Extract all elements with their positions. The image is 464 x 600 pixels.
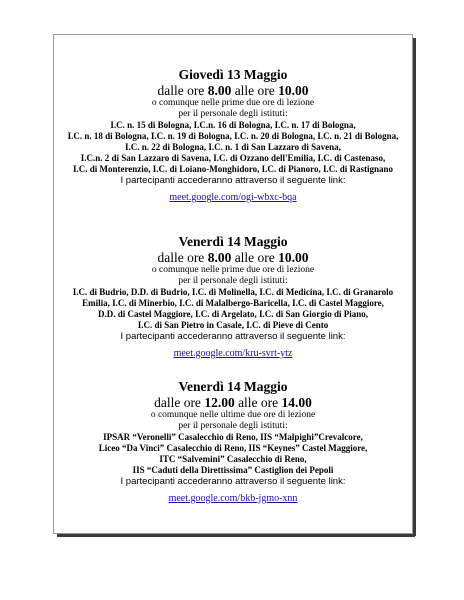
hours-from: 8.00 [207, 83, 232, 98]
session-hours [54, 250, 412, 265]
institute-line: I.C. n. 18 di Bologna, I.C. n. 19 di Bologna, I.C. n. 20 di Bologna, I.C. n. 21 di Bologna, [67, 131, 399, 141]
hours-to: 10.00 [278, 83, 309, 98]
session-hours [54, 83, 412, 98]
hours-to: 14.00 [281, 395, 312, 410]
hours-mid: alle ore [238, 395, 279, 410]
institute-line: Emilia, I.C. di Minerbio, I.C. di Malalbergo-Baricella, I.C. di Castel Maggiore, [82, 298, 384, 308]
institute-line: I.C.n. 2 di San Lazzaro di Savena, I.C. di Ozzano dell'Emilia, I.C. di Castenaso, [80, 153, 386, 163]
access-text: I partecipanti accederanno attraverso il seguente link: [120, 476, 346, 487]
staff-label: per il personale degli istituti: [178, 109, 288, 119]
hours-to: 10.00 [278, 250, 309, 265]
institute-line: I.C. di Budrio, D.D. di Budrio, I.C. di Molinella, I.C. di Medicina, I.C. di Granarolo [72, 287, 394, 297]
hours-prefix: dalle ore [157, 83, 205, 98]
session-2 [54, 234, 412, 361]
hours-from: 8.00 [207, 250, 232, 265]
institute-line: IIS “Caduti della Direttissima” Castiglion dei Pepoli [132, 465, 334, 475]
session-3 [54, 379, 412, 506]
session-note: o comunque nelle prime due ore di lezione [151, 265, 315, 275]
institute-line: I.C. n. 15 di Bologna, I.C.n. 16 di Bologna, I.C. n. 17 di Bologna, [110, 120, 356, 130]
session-note: o comunque nelle ultime due ore di lezione [150, 410, 316, 420]
session-title: Venerdì 14 Maggio [178, 379, 288, 394]
session-note: o comunque nelle prime due ore di lezione [151, 98, 315, 108]
document-frame [53, 34, 413, 534]
hours-from: 12.00 [204, 395, 235, 410]
hours-prefix: dalle ore [154, 395, 201, 410]
institute-line: ITC “Salvemini” Casalecchio di Reno, [159, 454, 307, 464]
staff-label: per il personale degli istituti: [178, 421, 288, 431]
session-title: Venerdì 14 Maggio [178, 234, 288, 249]
session-1 [54, 67, 412, 205]
meet-link[interactable]: meet.google.com/kru-svrt-ytz [173, 348, 293, 359]
meet-link[interactable]: meet.google.com/ogi-wbxc-bqa [169, 192, 297, 203]
institute-line: I.C. di Monterenzio, I.C. di Loiano-Monghidoro, I.C. di Pianoro, I.C. di Rastignano [72, 164, 394, 174]
institute-line: Liceo “Da Vinci” Casalecchio di Reno, IIS “Keynes” Castel Maggiore, [98, 443, 368, 453]
access-text: I partecipanti accederanno attraverso il seguente link: [120, 175, 346, 186]
hours-mid: alle ore [234, 250, 275, 265]
hours-mid: alle ore [234, 83, 275, 98]
access-text: I partecipanti accederanno attraverso il seguente link: [120, 331, 346, 342]
meet-link[interactable]: meet.google.com/bkb-jgmo-xnn [168, 493, 298, 504]
session-hours [54, 395, 412, 410]
hours-prefix: dalle ore [157, 250, 205, 265]
institute-line: IPSAR “Veronelli” Casalecchio di Reno, IIS “Malpighi”Crevalcore, [103, 432, 363, 442]
institute-line: I.C. di San Pietro in Casale, I.C. di Pieve di Cento [137, 320, 329, 330]
session-title: Giovedì 13 Maggio [178, 67, 288, 82]
institute-line: I.C. n. 22 di Bologna, I.C. n. 1 di San Lazzaro di Savena, [125, 142, 341, 152]
staff-label: per il personale degli istituti: [178, 276, 288, 286]
institute-line: D.D. di Castel Maggiore, I.C. di Argelato, I.C. di San Giorgio di Piano, [97, 309, 369, 319]
